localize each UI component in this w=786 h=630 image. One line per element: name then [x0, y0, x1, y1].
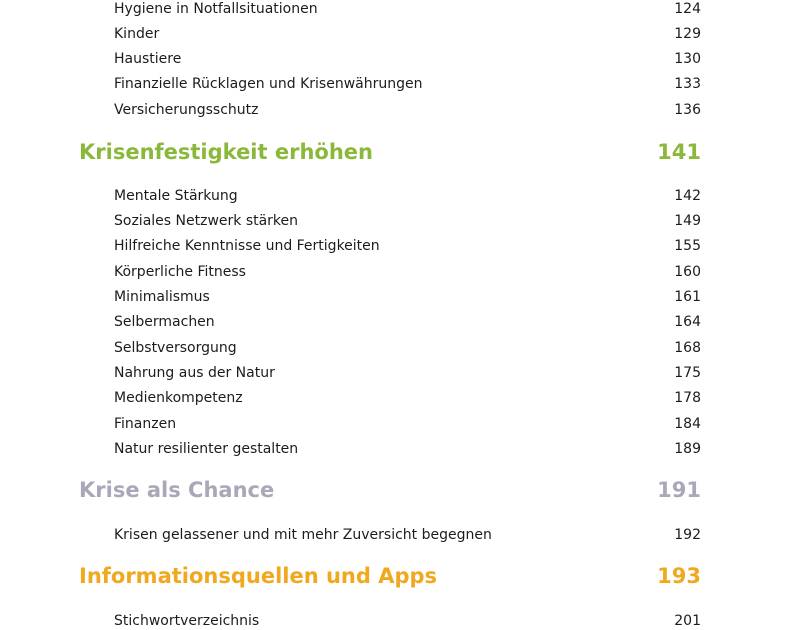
toc-entry-title: Krisen gelassener und mit mehr Zuversicht begegnen [114, 527, 492, 543]
toc-entry-title: Versicherungsschutz [114, 102, 259, 118]
chapter-title: Krisenfestigkeit erhöhen [79, 140, 373, 164]
toc-entry-page: 161 [674, 289, 701, 305]
toc-entry-title: Minimalismus [114, 289, 210, 305]
toc-entry-title: Medienkompetenz [114, 390, 243, 406]
toc-entry-title: Körperliche Fitness [114, 264, 246, 280]
toc-entry-page: 149 [674, 213, 701, 229]
toc-entry-page: 192 [674, 527, 701, 543]
toc-entry-page: 164 [674, 314, 701, 330]
toc-entry-title: Hygiene in Notfallsituationen [114, 1, 318, 17]
toc-entry-title: Soziales Netzwerk stärken [114, 213, 299, 229]
toc-entry-page: 124 [674, 1, 701, 17]
toc-entry-page: 178 [674, 390, 701, 406]
toc-entry-title: Selbermachen [114, 314, 215, 330]
chapter-page: 193 [657, 564, 701, 588]
toc-entry-page: 133 [674, 76, 701, 92]
toc-entry-title: Mentale Stärkung [114, 188, 238, 204]
toc-entry-title: Finanzielle Rücklagen und Krisenwährungen [114, 76, 423, 92]
toc-entry-page: 155 [674, 238, 701, 254]
toc-entry-page: 129 [674, 26, 701, 42]
toc-entry-page: 160 [674, 264, 701, 280]
toc-entry-page: 184 [674, 416, 701, 432]
toc-entry-title: Nahrung aus der Natur [114, 365, 275, 381]
toc-entry-page: 142 [674, 188, 701, 204]
toc-entry-page: 189 [674, 441, 701, 457]
toc-entry-page: 130 [674, 51, 701, 67]
chapter-title: Informationsquellen und Apps [79, 564, 438, 588]
toc-entry-page: 168 [674, 340, 701, 356]
toc-entry-title: Haustiere [114, 51, 182, 67]
chapter-page: 191 [657, 478, 701, 502]
toc-entry-page: 136 [674, 102, 701, 118]
toc-entry-page: 201 [674, 613, 701, 629]
toc-entry-page: 175 [674, 365, 701, 381]
toc-entry-title: Finanzen [114, 416, 177, 432]
chapter-page: 141 [657, 140, 701, 164]
toc-entry-title: Stichwortverzeichnis [114, 613, 260, 629]
chapter-title: Krise als Chance [79, 478, 275, 502]
toc-entry-title: Selbstversorgung [114, 340, 237, 356]
toc-entry-title: Hilfreiche Kenntnisse und Fertigkeiten [114, 238, 380, 254]
toc-entry-title: Natur resilienter gestalten [114, 441, 299, 457]
toc-entry-title: Kinder [114, 26, 160, 42]
